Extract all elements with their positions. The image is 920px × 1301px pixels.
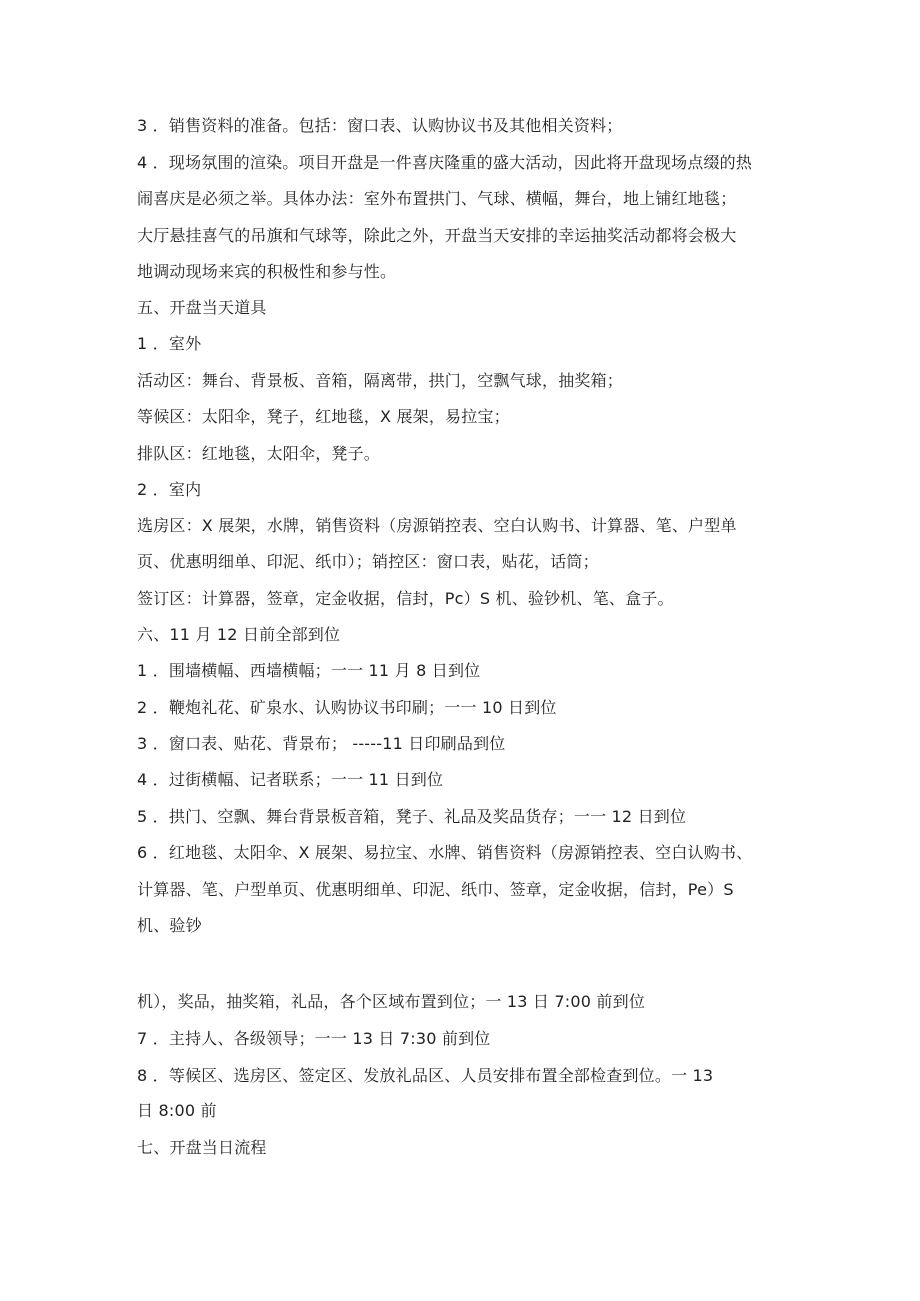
- text-line-item-3: 3 ．销售资料的准备。包括：窗口表、认购协议书及其他相关资料；: [137, 116, 623, 135]
- section-heading-5: 五、开盘当天道具: [137, 298, 267, 317]
- text-line: 8 ．等候区、选房区、签定区、发放礼品区、人员安排布置全部检查到位。一 13: [137, 1066, 714, 1085]
- section-heading-6: 六、11 月 12 日前全部到位: [137, 625, 341, 644]
- text-line: 4 ．过街横幅、记者联系；一一 11 日到位: [137, 770, 444, 789]
- text-line: 页、优惠明细单、印泥、纸巾）；销控区：窗口表，贴花，话筒；: [137, 552, 599, 571]
- text-line: 活动区：舞台、背景板、音箱，隔离带，拱门，空飘气球，抽奖箱；: [137, 371, 624, 390]
- text-line: 计算器、笔、户型单页、优惠明细单、印泥、纸巾、签章，定金收据，信封，Pe）S: [137, 880, 734, 899]
- text-line: 闹喜庆是必须之举。具体办法：室外布置拱门、气球、横幅，舞台，地上铺红地毯；: [137, 189, 737, 208]
- text-line-item-4: 4 ．现场氛围的渲染。项目开盘是一件喜庆隆重的盛大活动，因此将开盘现场点缀的热: [137, 153, 753, 172]
- text-line: 5 ．拱门、空飘、舞台背景板音箱，凳子、礼品及奖品货存；一一 12 日到位: [137, 807, 687, 826]
- subsection-indoor: 2 ．室内: [137, 480, 202, 499]
- text-line: 机、验钞: [137, 916, 202, 935]
- text-line: 机），奖品，抽奖箱，礼品，各个区域布置到位；一 13 日 7:00 前到位: [137, 992, 646, 1011]
- text-line: 6 ．红地毯、太阳伞、X 展架、易拉宝、水牌、销售资料（房源销控表、空白认购书、: [137, 843, 753, 862]
- subsection-outdoor: 1 ．室外: [137, 334, 202, 353]
- text-line: 签订区：计算器，签章，定金收据，信封，Pc）S 机、验钞机、笔、盒子。: [137, 589, 674, 608]
- section-heading-7: 七、开盘当日流程: [137, 1138, 267, 1157]
- text-line: 选房区：X 展架，水牌，销售资料（房源销控表、空白认购书、计算器、笔、户型单: [137, 516, 737, 535]
- text-line: 地调动现场来宾的积极性和参与性。: [137, 262, 397, 281]
- text-line: 日 8:00 前: [137, 1101, 217, 1120]
- text-line: 3 ．窗口表、贴花、背景布； -----11 日印刷品到位: [137, 734, 506, 753]
- text-line: 1 ．围墙横幅、西墙横幅；一一 11 月 8 日到位: [137, 661, 481, 680]
- text-line: 大厅悬挂喜气的吊旗和气球等，除此之外，开盘当天安排的幸运抽奖活动都将会极大: [137, 226, 737, 245]
- text-line: 排队区：红地毯，太阳伞，凳子。: [137, 444, 381, 463]
- text-line: 2 ．鞭炮礼花、矿泉水、认购协议书印刷；一一 10 日到位: [137, 698, 557, 717]
- text-line: 7 ．主持人、各级领导；一一 13 日 7:30 前到位: [137, 1029, 491, 1048]
- text-line: 等候区：太阳伞，凳子，红地毯，X 展架，易拉宝；: [137, 407, 510, 426]
